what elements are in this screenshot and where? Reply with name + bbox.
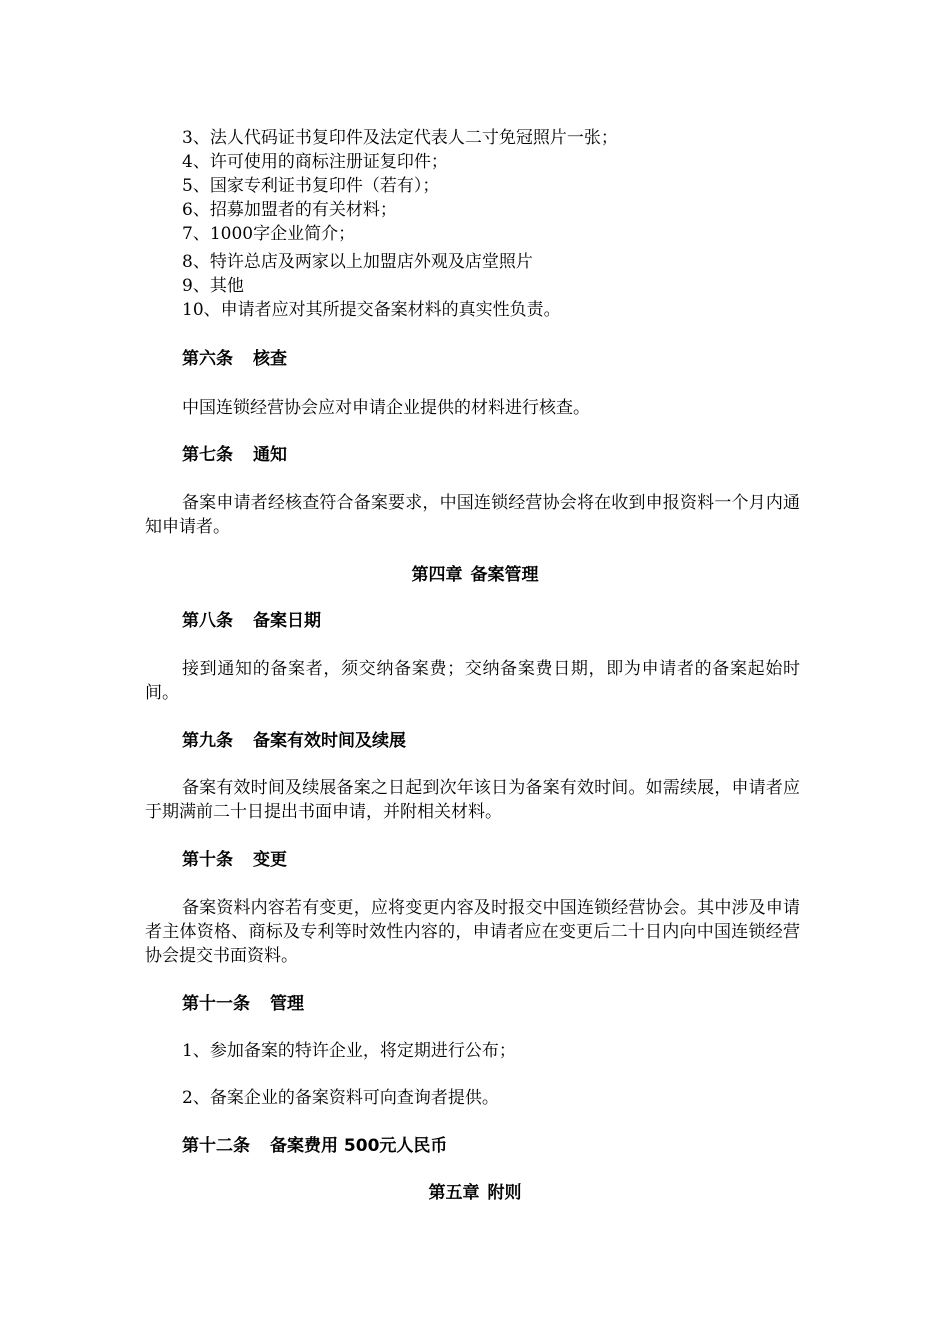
article-6-paragraph: 中国连锁经营协会应对申请企业提供的材料进行核查。 — [182, 398, 590, 418]
list-item: 9、其他 — [182, 276, 244, 296]
list-item: 5、国家专利证书复印件（若有）； — [182, 176, 440, 196]
list-item: 8、特许总店及两家以上加盟店外观及店堂照片 — [182, 252, 533, 272]
list-item: 6、招募加盟者的有关材料； — [182, 200, 397, 220]
chapter-title: 附则 — [487, 1183, 522, 1203]
article-title: 备案日期 — [253, 611, 321, 631]
article-title: 管理 — [270, 994, 304, 1014]
chapter-4-heading — [0, 563, 950, 587]
list-item: 10、申请者应对其所提交备案材料的真实性负责。 — [182, 300, 561, 320]
article-number: 第十条 — [182, 850, 233, 870]
article-9-paragraph: 备案有效时间及续展备案之日起到次年该日为备案有效时间。如需续展，申请者应于期满前二十日提出书面申请，并附相关材料。 — [145, 778, 800, 822]
article-11-item-2: 2、备案企业的备案资料可向查询者提供。 — [182, 1088, 499, 1108]
article-7-heading — [182, 443, 287, 467]
article-number: 第六条 — [182, 349, 233, 369]
article-number: 第九条 — [182, 731, 233, 751]
article-number: 第十一条 — [182, 994, 250, 1014]
article-title: 通知 — [253, 445, 287, 465]
article-8-paragraph: 接到通知的备案者，须交纳备案费；交纳备案费日期，即为申请者的备案起始时间。 — [145, 659, 800, 703]
article-12-heading — [182, 1134, 447, 1158]
list-item: 3、法人代码证书复印件及法定代表人二寸免冠照片一张； — [182, 128, 618, 148]
article-8-heading — [182, 609, 321, 633]
chapter-number: 第四章 — [411, 565, 463, 585]
list-item: 7、1000字企业简介； — [182, 224, 356, 244]
chapter-title: 备案管理 — [470, 565, 539, 585]
article-10-heading — [182, 848, 287, 872]
article-title: 备案有效时间及续展 — [253, 731, 406, 751]
article-9-heading — [182, 729, 406, 753]
article-title: 变更 — [253, 850, 287, 870]
article-10-paragraph: 备案资料内容若有变更，应将变更内容及时报交中国连锁经营协会。其中涉及申请者主体资格、商标及专利等时效性内容的，申请者应在变更后二十日内向中国连锁经营协会提交书面资料。 — [145, 898, 800, 966]
article-6-heading — [182, 347, 287, 371]
article-number: 第八条 — [182, 611, 233, 631]
article-number: 第十二条 — [182, 1136, 250, 1156]
article-11-item-1: 1、参加备案的特许企业，将定期进行公布； — [182, 1041, 516, 1061]
chapter-5-heading — [0, 1181, 950, 1205]
article-title: 核查 — [253, 349, 287, 369]
article-number: 第七条 — [182, 445, 233, 465]
list-item: 4、许可使用的商标注册证复印件； — [182, 152, 448, 172]
article-7-paragraph: 备案申请者经核查符合备案要求，中国连锁经营协会将在收到申报资料一个月内通知申请者。 — [145, 493, 800, 537]
article-11-heading — [182, 992, 304, 1016]
article-title: 备案费用 500元人民币 — [270, 1136, 448, 1156]
chapter-number: 第五章 — [428, 1183, 480, 1203]
